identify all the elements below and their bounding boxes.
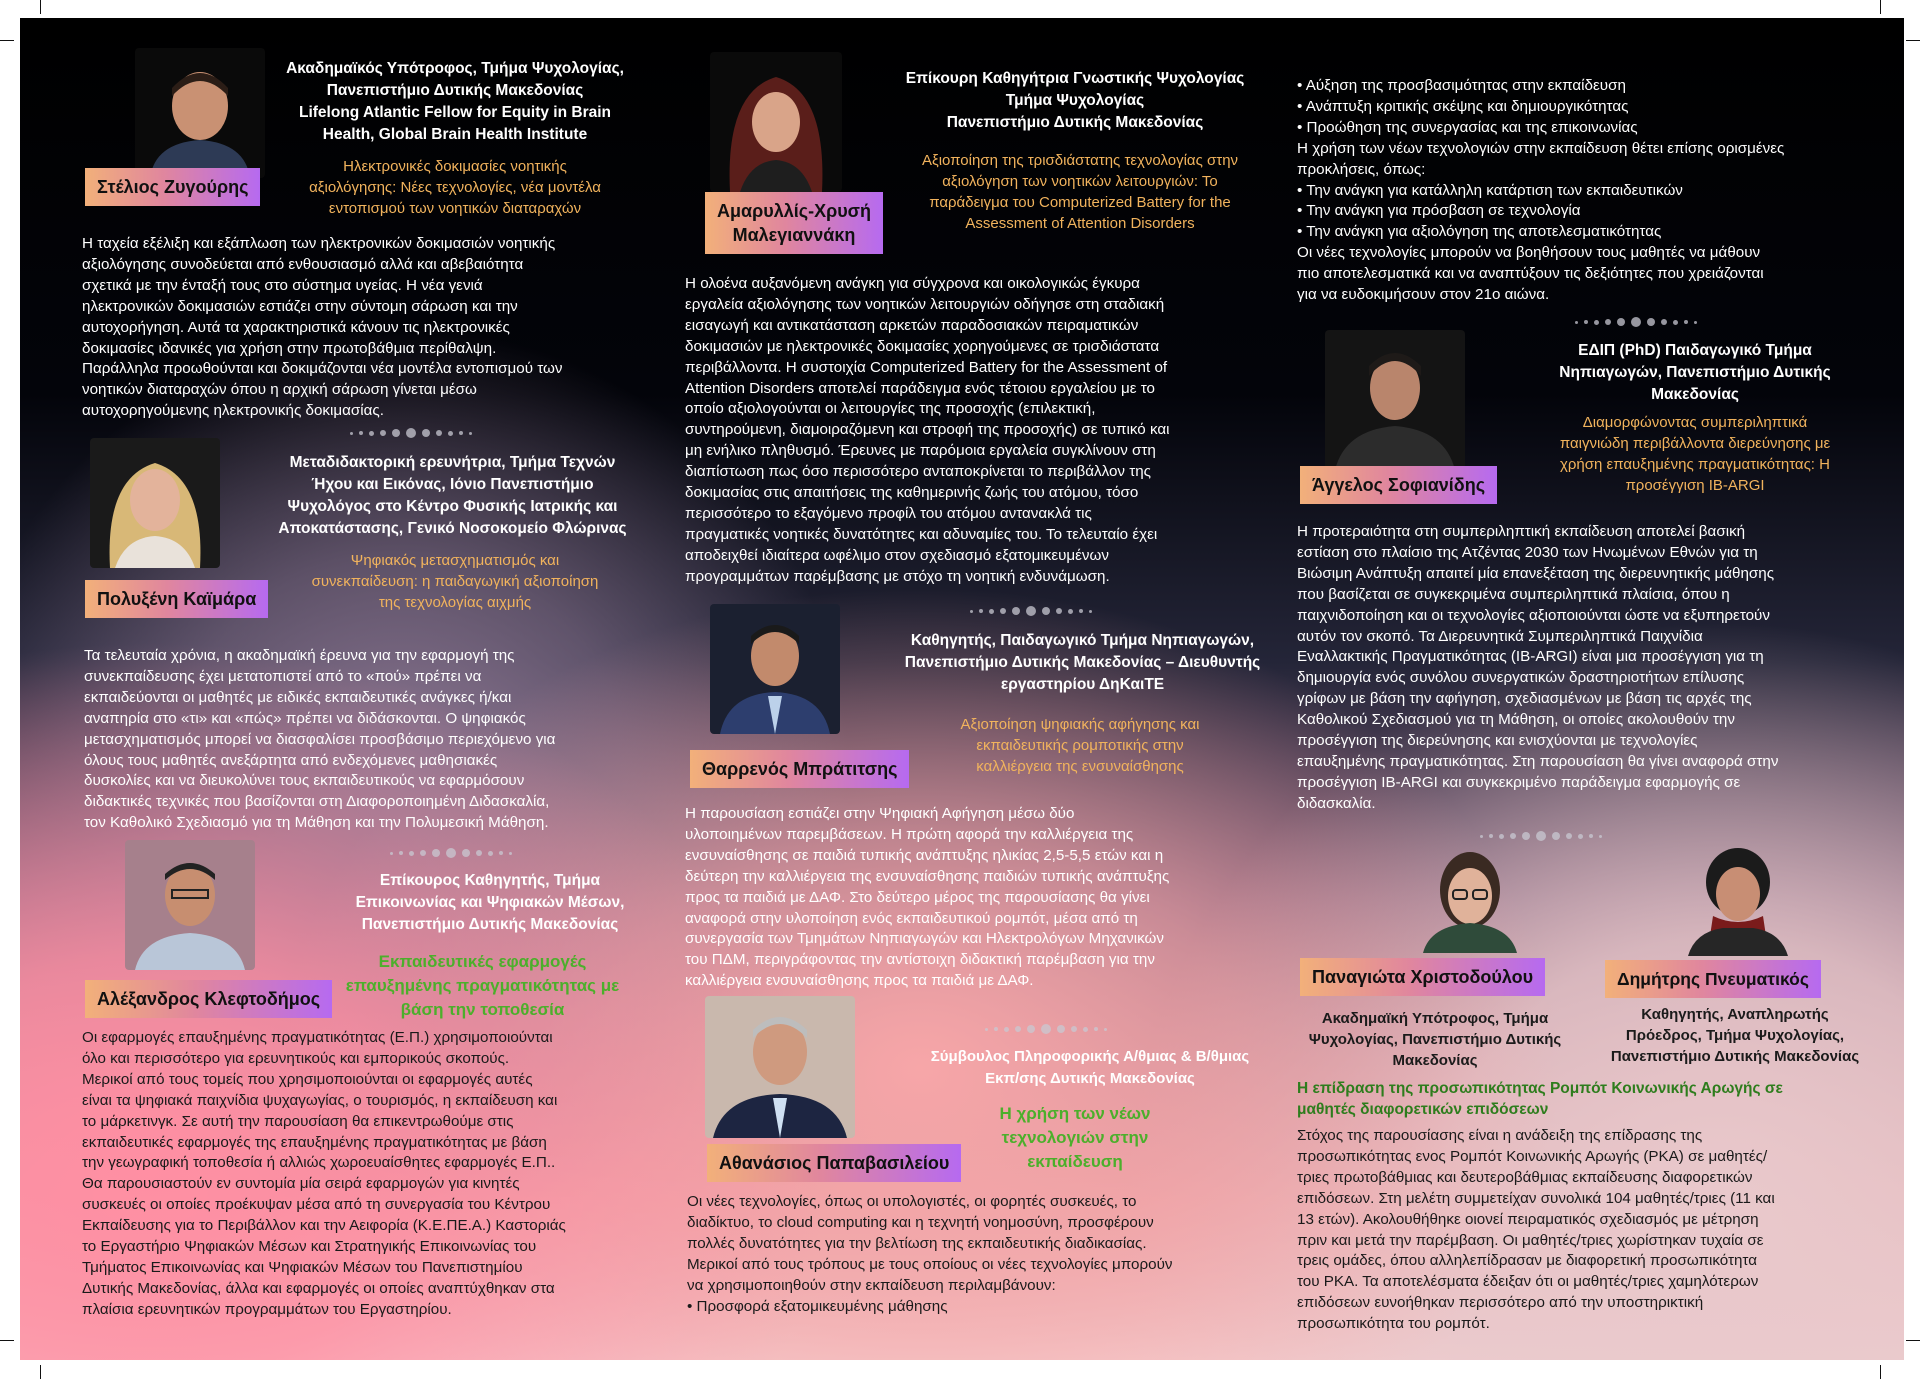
title-stelios: Ακαδημαϊκός Υπότροφος, Τμήμα Ψυχολογίας, Πανεπιστήμιο Δυτικής Μακεδονίας Lifelong Atlantic Fellow for Equity in Brain Health, Global Brain Health Institute — [286, 60, 624, 143]
body-athanasios-continued: • Αύξηση της προσβασιμότητας στην εκπαίδευση • Ανάπτυξη κριτικής σκέψης και δημιουργικότητας • Προώθηση της συνεργασίας και της επικοινωνίας Η χρήση των νέων τεχνολογιών στην εκπαίδευση θέτει επίσης ορισμένες προκλήσεις, όπως: • Την ανάγκη για κατάλληλη κατάρτιση των εκπαιδευτικών • Την ανάγκη για πρόσβαση σε τεχνολογία • Την ανάγκη για αξιολόγηση της αποτελεσματικότητας Οι νέες τεχνολογίες μπορούν να βοηθήσουν τους μαθητές να μάθουν πιο αποτελεσματικά και να αναπτύξουν τις δεξιότητες που χρειάζονται για να ευδοκιμήσουν στον 21ο αιώνα. — [1297, 77, 1785, 304]
body-joint: Στόχος της παρουσίασης είναι η ανάδειξη της επίδρασης της προσωπικότητας ενος Ρομπότ Κοινωνικής Αρωγής (ΡΚΑ) σε μαθητές/ τριες πρωτοβάθμιας και δευτεροβάθμιας εκπαίδευσης διαφορετικών επιδόσεων. Στη μελέτη συμμετείχαν συνολικά 104 μαθητές/τριες (11 και 13 ετών). Ακολουθήθηκε οιονεί πειραματικός σχεδιασμός με μέτρηση πριν και μετά την παρέμβαση. Οι μαθητές/τριες χωρίστηκαν τυχαία σε τρεις ομάδες, όπου αλληλεπίδρασαν με διαφορετική προσωπικότητα του ΡΚΑ. Τα αποτελέσματα έδειξαν ότι οι μαθητές/τριες χαμηλότερων επιδόσεων ευνοήθηκαν περισσότερο από την υποστηρικτική προσωπικότητα του ρομπότ. — [1297, 1127, 1775, 1333]
title-panagiota: Ακαδημαϊκή Υπότροφος, Τμήμα Ψυχολογίας, Πανεπιστήμιο Δυτικής Μακεδονίας — [1308, 1010, 1562, 1069]
body-athanasios: Οι νέες τεχνολογίες, όπως οι υπολογιστές, οι φορητές συσκευές, το διαδίκτυο, το cloud computing και η τεχνητή νοημοσύνη, προσφέρουν πολλές δυνατότητες για την βελτίωση της εκπαιδευτικής διαδικασίας. Μερικοί από τους τρόπους με τους οποίους οι νέες τεχνολογίες μπορούν να χρησιμοποιηθούν στην εκπαίδευση περιλαμβάνουν: • Προσφορά εξατομικευμένης μάθησης — [687, 1193, 1173, 1315]
title-angelos: ΕΔΙΠ (PhD) Παιδαγωγικό Τμήμα Νηπιαγωγών, Πανεπιστήμιο Δυτικής Μακεδονίας — [1559, 342, 1831, 403]
topic-tharrenos: Αξιοποίηση ψηφιακής αφήγησης και εκπαιδευτικής ρομποτικής στην καλλιέργεια της ενσυναίσθησης — [960, 716, 1200, 775]
divider-dots — [1575, 315, 1697, 329]
topic-polyxeni: Ψηφιακός μετασχηματισμός και συνεκπαίδευση: η παιδαγωγική αξιοποίηση της τεχνολογίας αιχμής — [311, 552, 599, 611]
divider-dots — [350, 426, 472, 440]
crop-mark — [40, 0, 41, 14]
photo-alexandros — [125, 840, 255, 970]
photo-amaryllis — [710, 52, 842, 192]
divider-dots — [970, 604, 1092, 618]
photo-polyxeni — [90, 438, 220, 568]
brochure-page — [20, 18, 1904, 1360]
topic-stelios: Ηλεκτρονικές δοκιμασίες νοητικής αξιολόγησης: Νέες τεχνολογίες, νέα μοντέλα εντοπισμού των νοητικών διαταραχών — [309, 158, 601, 217]
title-polyxeni: Μεταδιδακτορική ερευνήτρια, Τμήμα Τεχνών Ήχου και Εικόνας, Ιόνιο Πανεπιστήμιο Ψυχολόγος στο Κέντρο Φυσικής Ιατρικής και Αποκατάστασης, Γενικό Νοσοκομείο Φλώρινας — [278, 454, 627, 537]
name-tharrenos: Θαρρενός Μπράτιτσης — [690, 750, 909, 788]
photo-angelos — [1325, 330, 1465, 470]
photo-athanasios — [705, 996, 855, 1138]
topic-athanasios: Η χρήση των νέων τεχνολογιών στην εκπαίδευση — [999, 1104, 1151, 1171]
topic-angelos: Διαμορφώνοντας συμπεριληπτικά παιγνιώδη περιβάλλοντα διερεύνησης με χρήση επαυξημένης πραγματικότητας: Η προσέγγιση IB-ARGI — [1559, 414, 1831, 494]
name-athanasios: Αθανάσιος Παπαβασιλείου — [707, 1144, 961, 1182]
name-amaryllis: Αμαρυλλίς-Χρυσή Μαλεγιαννάκη — [705, 192, 883, 254]
crop-mark — [0, 1340, 14, 1341]
crop-mark — [1880, 0, 1881, 14]
body-angelos: Η προτεραιότητα στη συμπεριληπτική εκπαίδευση αποτελεί βασική εστίαση στο πλαίσιο της Ατζέντας 2030 των Ηνωμένων Εθνών για τη Βιώσιμη Ανάπτυξη απαιτεί μία επανεξέταση της διερευνητικής μάθησης που βασίζεται σε συγκεκριμένα συμπεριληπτικά πλαίσια, όπου η παιχνιδοποίηση και οι τεχνολογίες αξιοποιούνται ώστε να εξυπηρετούν αυτόν τον σκοπό. Τα Διερευνητικά Συμπεριληπτικά Παιχνίδια Εναλλακτικής Πραγματικότητας (IB-ARGI) είναι μια προσέγγιση για τη δημιουργία ενός συνόλου συνεργατικών δραστηριοτήτων επίλυσης γρίφων με βάση την αφήγηση, σχεδιασμένων με βάση τις αρχές της Καθολικού Σχεδιασμού για τη Μάθηση, οι οποίες ακολουθούν την προσέγγιση της διερεύνησης και ενισχύονται με τεχνολογίες επαυξημένης πραγματικότητας. Στη παρουσίαση θα γίνει αναφορά στην προσέγγιση IB-ARGI και συγκεκριμένο παράδειγμα εφαρμογής σε διδασκαλία. — [1297, 523, 1779, 812]
body-polyxeni: Τα τελευταία χρόνια, η ακαδημαϊκή έρευνα για την εφαρμογή της συνεκπαίδευσης έχει μετατοπιστεί από το «πού» πρέπει να εκπαιδεύονται οι μαθητές με ειδικές εκπαιδευτικές ανάγκες ή/και αναπηρία στο «τι» και «πώς» πρέπει να διδάσκονται. Ο ψηφιακός μετασχηματισμός μπορεί να διασφαλίσει προσβάσιμο περιεχόμενο για όλους τους μαθητές ανεξάρτητα από ενδεχόμενες μαθησιακές δυσκολίες και να διευκολύνει τους εκπαιδευτικούς να εφαρμόσουν διδακτικές τεχνικές που βασίζονται στη Διαφοροποιημένη Διδασκαλία, τον Καθολικό Σχεδιασμό για τη Μάθηση και την Πολυμεσική Μάθηση. — [84, 647, 556, 832]
photo-dimitris — [1683, 836, 1793, 956]
divider-dots — [985, 1022, 1107, 1036]
topic-joint: Η επίδραση της προσωπικότητας Ρομπότ Κοινωνικής Αρωγής σε μαθητές διαφορετικών επιδόσεων — [1297, 1080, 1783, 1118]
title-amaryllis: Επίκουρη Καθηγήτρια Γνωστικής Ψυχολογίας Τμήμα Ψυχολογίας Πανεπιστήμιο Δυτικής Μακεδονίας — [905, 70, 1245, 131]
crop-mark — [40, 1365, 41, 1379]
topic-alexandros: Εκπαιδευτικές εφαρμογές επαυξημένης πραγματικότητας με βάση την τοποθεσία — [345, 952, 620, 1019]
photo-tharrenos — [710, 604, 840, 734]
name-panagiota: Παναγιώτα Χριστοδούλου — [1300, 958, 1545, 996]
name-dimitris: Δημήτρης Πνευματικός — [1605, 960, 1821, 998]
topic-amaryllis: Αξιοποίηση της τρισδιάστατης τεχνολογίας στην αξιολόγηση των νοητικών λειτουργιών: Το παράδειγμα του Computerized Battery for the Assessment of Attention Disorders — [921, 152, 1239, 232]
title-tharrenos: Καθηγητής, Παιδαγωγικό Τμήμα Νηπιαγωγών, Πανεπιστήμιο Δυτικής Μακεδονίας – Διευθυντής εργαστηρίου ΔηΚαιΤΕ — [904, 632, 1261, 693]
crop-mark — [1880, 1365, 1881, 1379]
photo-stelios — [135, 48, 265, 178]
title-alexandros: Επίκουρος Καθηγητής, Τμήμα Επικοινωνίας και Ψηφιακών Μέσων, Πανεπιστήμιο Δυτικής Μακεδονίας — [355, 872, 625, 933]
crop-mark — [1906, 40, 1920, 41]
photo-panagiota — [1415, 838, 1525, 953]
name-stelios: Στέλιος Ζυγούρης — [85, 168, 260, 206]
crop-mark — [0, 40, 14, 41]
body-alexandros: Οι εφαρμογές επαυξημένης πραγματικότητας (Ε.Π.) χρησιμοποιούνται όλο και περισσότερο για ερευνητικούς και εμπορικούς σκοπούς. Μερικοί από τους τομείς που χρησιμοποιούνται οι εφαρμογές αυτές είναι τα ψηφιακά παιχνίδια ψυχαγωγίας, ο τουρισμός, η εκπαίδευση και το μάρκετινγκ. Σε αυτή την παρουσίαση θα επικεντρωθούμε στις εκπαιδευτικές εφαρμογές της επαυξημένης πραγματικότητας με βάση την γεωγραφική τοποθεσία ή αλλιώς χωροευαίσθητες εφαρμογές Ε.Π.. Θα παρουσιαστούν εν συντομία μία σειρά εφαρμογών για κινητές συσκευές οι οποίες προέκυψαν μέσα από τη συνεργασία του Κέντρου Εκπαίδευσης για το Περιβάλλον και την Αειφορία (Κ.Ε.ΠΕ.Α.) Καστοριάς το Εργαστήριο Ψηφιακών Μέσων και Στρατηγικής Επικοινωνίας του Τμήματος Επικοινωνίας και Ψηφιακών Μέσων του Πανεπιστημίου Δυτικής Μακεδονίας, άλλα και εφαρμογές οι οποίες αναπτύχθηκαν στα πλαίσια ερευνητικών προγραμμάτων του Εργαστηρίου. — [82, 1029, 566, 1318]
body-tharrenos: Η παρουσίαση εστιάζει στην Ψηφιακή Αφήγηση μέσω δύο υλοποιημένων παρεμβάσεων. Η πρώτη αφορά την καλλιέργεια της ενσυναίσθησης σε παιδιά τυπικής ανάπτυξης ηλικίας 2,5-5,5 ετών και η δεύτερη την καλλιέργεια της ενσυναίσθησης παιδιών τυπικής ανάπτυξης προς τα παιδιά με ΔΑΦ. Στο δεύτερο μέρος της παρουσίασης θα γίνει αναφορά στην υλοποίηση ενός εκπαιδευτικού ρομπότ, μέσα από τη συνεργασία των Τμημάτων Νηπιαγωγών και Ηλεκτρολόγων Μηχανικών του ΠΔΜ, περιγράφοντας την αντίστοιχη διδακτική παρέμβαση για την καλλιέργεια ενσυναίσθησης προς τα παιδιά με ΔΑΦ. — [685, 805, 1170, 990]
name-polyxeni: Πολυξένη Καϊμάρα — [85, 580, 268, 618]
body-stelios: Η ταχεία εξέλιξη και εξάπλωση των ηλεκτρονικών δοκιμασιών νοητικής αξιολόγησης συνοδεύεται από ενθουσιασμό αλλά και αβεβαιότητα σχετικά με την ένταξή τους στο σύστημα υγείας. Η νέα γενιά ηλεκτρονικών δοκιμασιών εστιάζει στην σύντομη σάρωση και την αυτοχορήγηση. Αυτά τα χαρακτηριστικά κάνουν τις ηλεκτρονικές δοκιμασίες ιδανικές για χρήση στην πρωτοβάθμια περίθαλψη. Παράλληλα προωθούνται και δοκιμάζονται νέα μοντέλα εντοπισμού των νοητικών διαταραχών όπου η αρχική σάρωση γίνεται μέσω αυτοχορηγούμενης ηλεκτρονικής δοκιμασίας. — [82, 235, 563, 420]
name-alexandros: Αλέξανδρος Κλεφτοδήμος — [85, 980, 332, 1018]
name-angelos: Άγγελος Σοφιανίδης — [1300, 466, 1497, 504]
body-amaryllis: Η ολοένα αυξανόμενη ανάγκη για σύγχρονα και οικολογικώς έγκυρα εργαλεία αξιολόγησης των νοητικών λειτουργιών οδήγησε στη σταδιακή εισαγωγή και αντικατάσταση αρκετών παραδοσιακών πειραματικών δοκιμασιών με ηλεκτρονικές δοκιμασίες χορηγούμενες σε τρισδιάστατα περιβάλλοντα. Η συστοιχία Computerized Battery for the Assessment of Attention Disorders αποτελεί παράδειγμα ενός τέτοιου εργαλείου με το οποίο αξιολογούνται οι λειτουργίες της προσοχής (επιλεκτική, συντηρούμενη, διαμοιραζόμενη και στροφή της προσοχής) σε τυπικό και μη ενήλικο πληθυσμό. Έρευνες με παρόμοια εργαλεία συγκλίνουν στη διαπίστωση πως όσο περισσότερο ανταποκρίνεται το περιβάλλον της δοκιμασίας στις απαιτήσεις της καθημερινής ζωής του ατόμου, τόσο περισσότερο το εξαγόμενο προφίλ του ατόμου αντανακλά τις πραγματικές νοητικές δυνατότητες και αδυναμίες του. Το τελευταίο έχει αποδειχθεί ιδιαίτερα ωφέλιμο στον σχεδιασμό εξατομικευμένων προγραμμάτων παρέμβασης με στόχο τη νοητική ενδυνάμωση. — [685, 275, 1170, 585]
divider-dots — [390, 846, 512, 860]
title-dimitris: Καθηγητής, Αναπληρωτής Πρόεδρος, Τμήμα Ψυχολογίας, Πανεπιστήμιο Δυτικής Μακεδονίας — [1610, 1006, 1860, 1065]
title-athanasios: Σύμβουλος Πληροφορικής Α/θμιας & Β/θμιας Εκπ/σης Δυτικής Μακεδονίας — [930, 1048, 1250, 1087]
crop-mark — [1906, 1340, 1920, 1341]
